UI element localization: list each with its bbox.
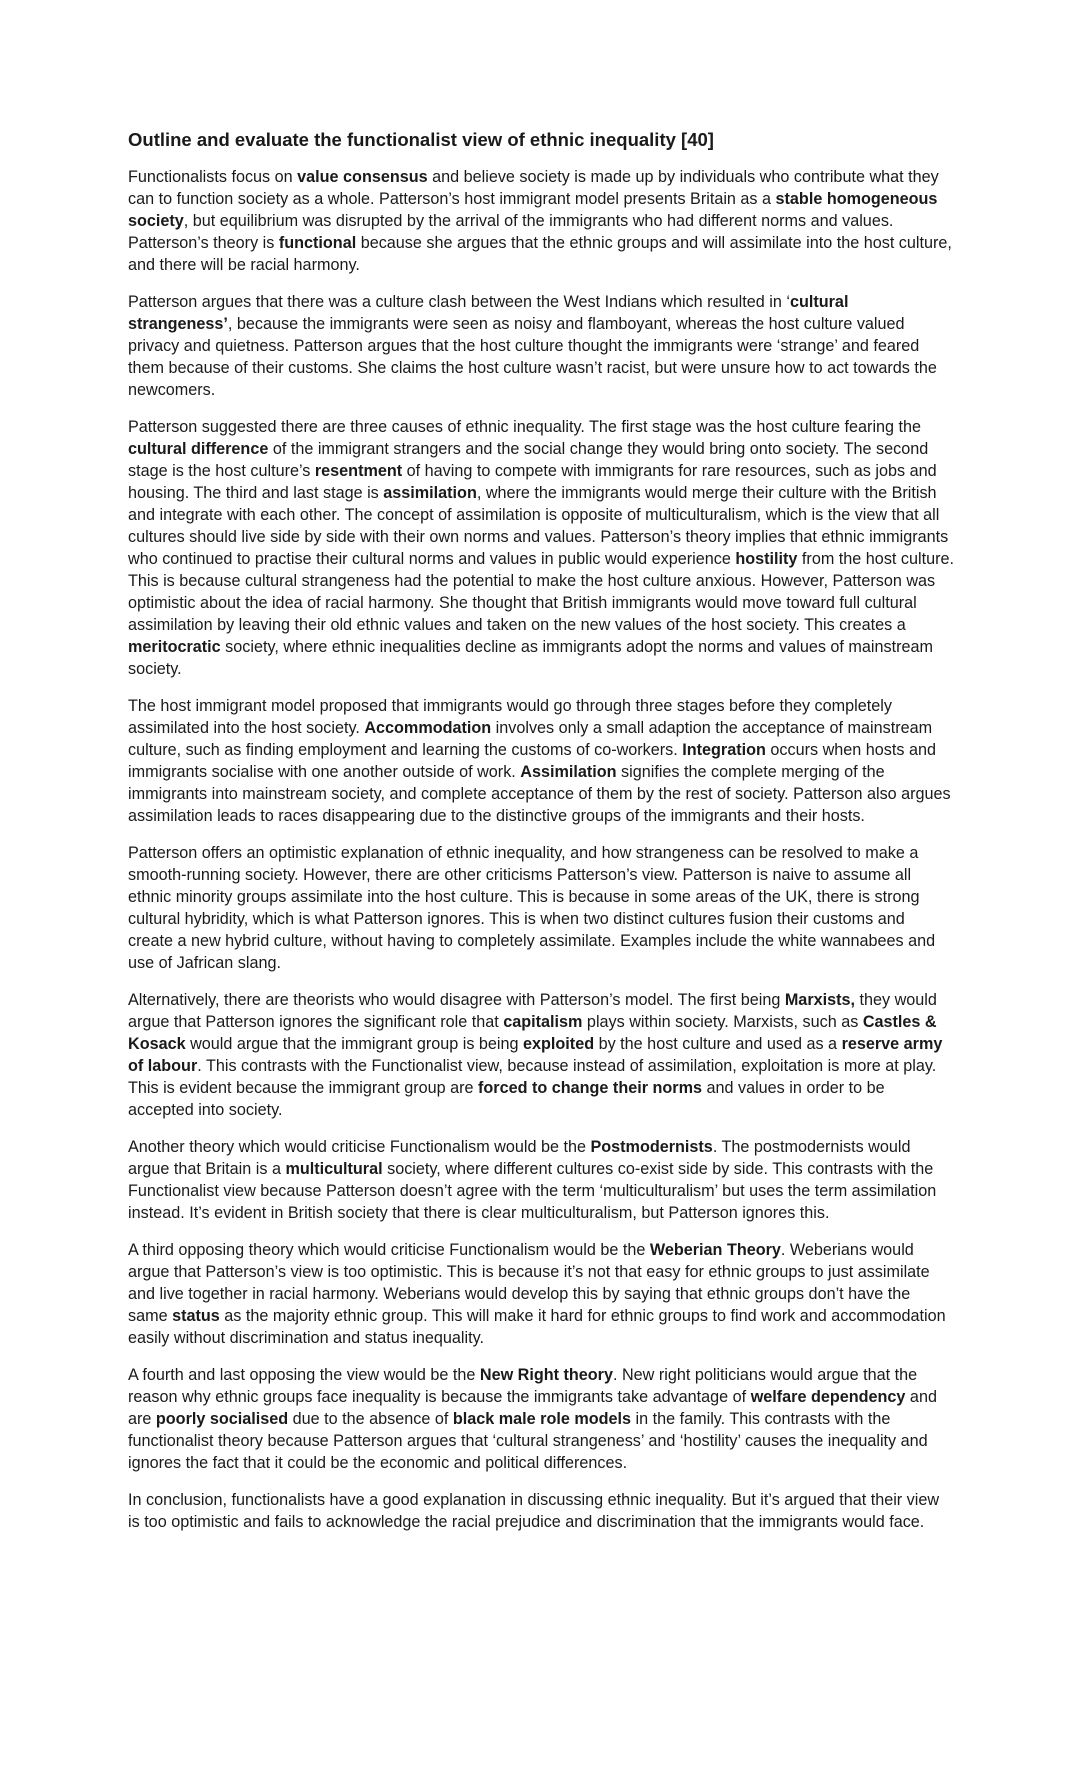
paragraph-10 (128, 1489, 954, 1533)
text-run: In conclusion, functionalists have a good explanation in discussing ethnic inequality. But it’s argued that their view is too optimistic and fails to acknowledge the racial prejudice and discrimination that the immigrants would face. (128, 1491, 940, 1531)
text-run: , but equilibrium was disrupted by the arrival of the immigrants who had different norms and values. Patterson’s theory is (128, 212, 894, 252)
text-run: Patterson suggested there are three causes of ethnic inequality. The first stage was the host culture fearing the (128, 418, 922, 436)
bold-term: exploited (523, 1035, 595, 1053)
text-run: , because the immigrants were seen as noisy and flamboyant, whereas the host culture valued privacy and quietness. Patterson argues that the host culture thought the immigrants were ‘strange’ and feared them because of their customs. She claims the host culture wasn’t racist, but were unsure how to act towards the newcomers. (128, 315, 937, 399)
text-run: A fourth and last opposing the view would be the (128, 1366, 480, 1384)
paragraph-7 (128, 1136, 954, 1224)
bold-term: hostility (735, 550, 798, 568)
bold-term: forced to change their norms (478, 1079, 702, 1097)
bold-term: value consensus (297, 168, 428, 186)
text-run: they would argue that Patterson ignores the significant role that (128, 991, 937, 1031)
bold-term: cultural difference (128, 440, 269, 458)
paragraph-9 (128, 1364, 954, 1474)
text-run: . This contrasts with the Functionalist view, because instead of assimilation, exploitation is more at play. This is evident because the immigrant group are (128, 1057, 937, 1097)
paragraph-8 (128, 1239, 954, 1349)
text-run: and are (128, 1388, 937, 1428)
text-run: . The postmodernists would argue that Britain is a (128, 1138, 911, 1178)
text-run: A third opposing theory which would criticise Functionalism would be the (128, 1241, 650, 1259)
bold-term: status (172, 1307, 220, 1325)
text-run: plays within society. Marxists, such as (582, 1013, 863, 1031)
bold-term: assimilation (383, 484, 477, 502)
paragraph-6 (128, 989, 954, 1121)
text-run: Patterson argues that there was a culture clash between the West Indians which resulted in ‘ (128, 293, 790, 311)
bold-term: black male role models (452, 1410, 632, 1428)
essay-title: Outline and evaluate the functionalist view of ethnic inequality [40] (128, 129, 714, 150)
text-run: society, where ethnic inequalities decline as immigrants adopt the norms and values of mainstream society. (128, 638, 933, 678)
bold-term: Assimilation (520, 763, 617, 781)
text-run: would argue that the immigrant group is being (185, 1035, 524, 1053)
bold-term: functional (278, 234, 357, 252)
text-run: and values in order to be accepted into society. (128, 1079, 885, 1119)
bold-term: Integration (682, 741, 766, 759)
text-run: Another theory which would criticise Functionalism would be the (128, 1138, 591, 1156)
text-run: signifies the complete merging of the immigrants into mainstream society, and complete acceptance of them by the rest of society. Patterson also argues assimilation leads to races disappearing due to the distinctive groups of the immigrants and their hosts. (128, 763, 951, 825)
paragraph-2 (128, 291, 954, 401)
bold-term: reserve army of labour (128, 1035, 943, 1075)
text-run: involves only a small adaption the acceptance of mainstream culture, such as finding employment and learning the customs of co-workers. (128, 719, 933, 759)
bold-term: Marxists, (784, 991, 856, 1009)
text-run: Alternatively, there are theorists who would disagree with Patterson’s model. The first being (128, 991, 785, 1009)
bold-term: New Right theory (479, 1366, 613, 1384)
paragraph-1 (128, 166, 954, 276)
paragraph-4 (128, 695, 954, 827)
text-run: occurs when hosts and immigrants socialise with one another outside of work. (128, 741, 936, 781)
text-run: Functionalists focus on (128, 168, 298, 186)
bold-term: cultural strangeness’ (128, 293, 849, 333)
bold-term: Postmodernists (590, 1138, 713, 1156)
bold-term: resentment (314, 462, 403, 480)
paragraph-3 (128, 416, 954, 680)
bold-term: Weberian Theory (649, 1241, 781, 1259)
text-run: , where the immigrants would merge their culture with the British and integrate with each other. The concept of assimilation is opposite of multiculturalism, which is the view that all cultures should live side by side with their own norms and values. Patterson’s theory implies that ethnic immigrants who continued to practise their cultural norms and values in public would experience (128, 484, 949, 568)
essay-body (128, 166, 954, 1533)
bold-term: poorly socialised (155, 1410, 289, 1428)
bold-term: Accommodation (364, 719, 492, 737)
bold-term: stable homogeneous society (128, 190, 938, 230)
text-run: of the immigrant strangers and the social change they would bring onto society. The second stage is the host culture’s (128, 440, 929, 480)
bold-term: capitalism (503, 1013, 583, 1031)
text-run: from the host culture. This is because cultural strangeness had the potential to make the host culture anxious. However, Patterson was optimistic about the idea of racial harmony. She thought that British immigrants would move toward full cultural assimilation by leaving their old ethnic values and taken on the new values of the host society. This creates a (128, 550, 954, 634)
bold-term: Castles & Kosack (128, 1013, 937, 1053)
text-run: because she argues that the ethnic groups and will assimilate into the host culture, and there will be racial harmony. (128, 234, 952, 274)
text-run: and believe society is made up by individuals who contribute what they can to function society as a whole. Patterson’s host immigrant model presents Britain as a (128, 168, 939, 208)
essay-page (128, 128, 954, 1548)
text-run: in the family. This contrasts with the functionalist theory because Patterson argues that ‘cultural strangeness’ and ‘hostility’ causes the inequality and ignores the fact that it could be the economic and political differences. (128, 1410, 928, 1472)
text-run: of having to compete with immigrants for rare resources, such as jobs and housing. The third and last stage is (128, 462, 937, 502)
text-run: Patterson offers an optimistic explanation of ethnic inequality, and how strangeness can be resolved to make a smooth-running society. However, there are other criticisms Patterson’s view. Patterson is naive to assume all ethnic minority groups assimilate into the host culture. This is because in some areas of the UK, there is strong cultural hybridity, which is what Patterson ignores. This is when two distinct cultures fusion their customs and create a new hybrid culture, without having to completely assimilate. Examples include the white wannabees and use of Jafrican slang. (128, 844, 936, 972)
text-run: society, where different cultures co-exist side by side. This contrasts with the Functionalist view because Patterson doesn’t agree with the term ‘multiculturalism’ but uses the term assimilation instead. It’s evident in British society that there is clear multiculturalism, but Patterson ignores this. (128, 1160, 937, 1222)
bold-term: welfare dependency (750, 1388, 906, 1406)
text-run: due to the absence of (288, 1410, 453, 1428)
text-run: The host immigrant model proposed that immigrants would go through three stages before they completely assimilated into the host society. (128, 697, 892, 737)
text-run: . New right politicians would argue that the reason why ethnic groups face inequality is because the immigrants take advantage of (128, 1366, 918, 1406)
paragraph-5 (128, 842, 954, 974)
bold-term: multicultural (285, 1160, 383, 1178)
text-run: as the majority ethnic group. This will make it hard for ethnic groups to find work and accommodation easily without discrimination and status inequality. (128, 1307, 946, 1347)
text-run: by the host culture and used as a (594, 1035, 842, 1053)
bold-term: meritocratic (128, 638, 221, 656)
text-run: . Weberians would argue that Patterson’s view is too optimistic. This is because it’s not that easy for ethnic groups to just assimilate and live together in racial harmony. Weberians would develop this by saying that ethnic groups don’t have the same (128, 1241, 930, 1325)
